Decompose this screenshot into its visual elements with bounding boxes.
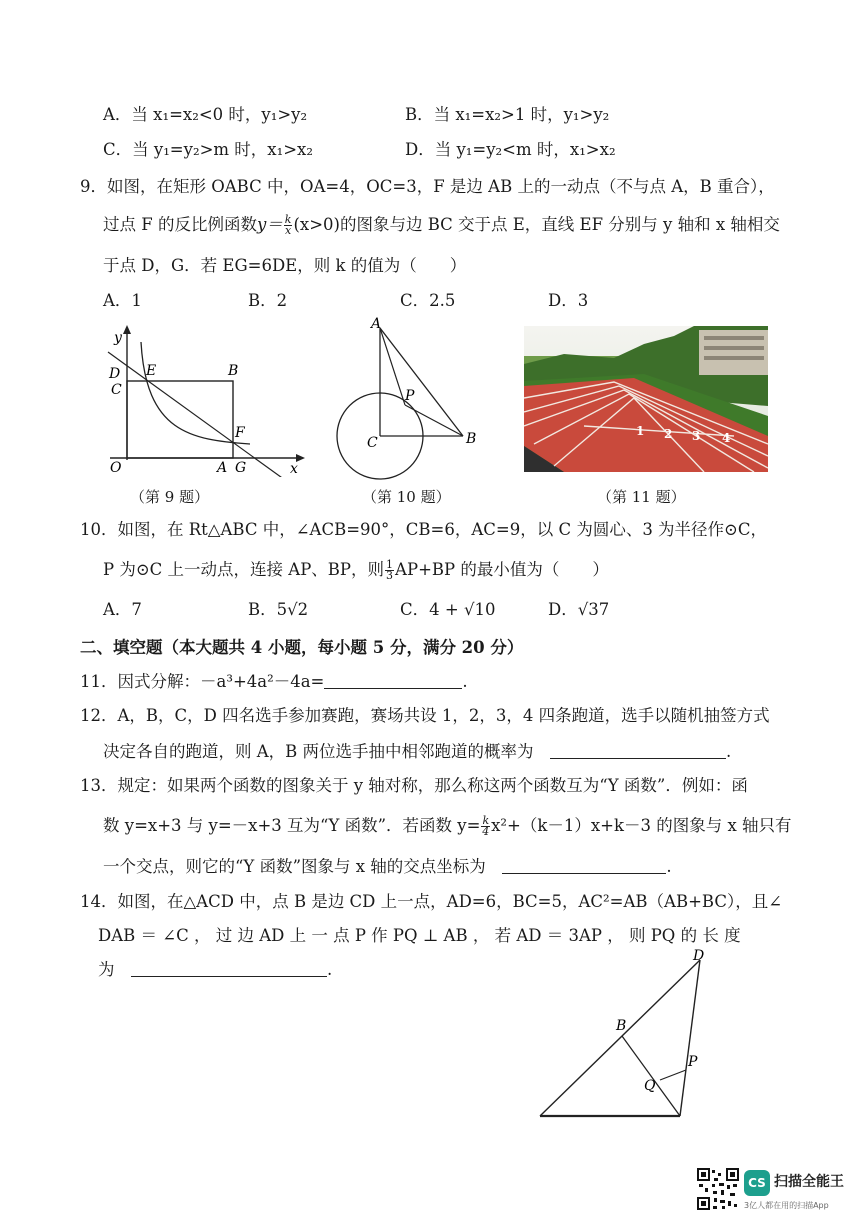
track-number-4: 4 xyxy=(722,431,731,445)
figure-11-photo xyxy=(524,326,768,472)
qr-code-icon xyxy=(697,1168,739,1210)
q14-line-2: DAB ＝ ∠C ， 过 边 AD 上 一 点 P 作 PQ ⊥ AB ， 若 AD ＝ 3AP ， 则 PQ 的 长 度 xyxy=(98,926,741,945)
fig14-label-d: D xyxy=(693,948,705,964)
q14-answer-blank[interactable] xyxy=(131,960,327,977)
q9-option-b: B．2 xyxy=(248,291,288,310)
q14-line-1: 14．如图，在△ACD 中，点 B 是边 CD 上一点，AD=6，BC=5，AC²=AB（AB+BC），且∠ xyxy=(80,892,783,911)
track-number-2: 2 xyxy=(664,427,673,441)
section-2-heading: 二、填空题（本大题共 4 小题，每小题 5 分，满分 20 分） xyxy=(80,638,524,657)
q12-line-2 xyxy=(103,742,731,762)
q8-option-b: B．当 x₁=x₂>1 时，y₁>y₂ xyxy=(405,105,610,124)
q13-answer-blank[interactable] xyxy=(502,857,666,874)
q10-fraction: $\frac{1}{3}$ xyxy=(386,558,394,582)
figure-14 xyxy=(530,948,730,1128)
camscanner-tagline: 3亿人都在用的扫描App xyxy=(744,1201,829,1210)
fig9-label-c: C xyxy=(111,382,122,398)
q9-formula: y＝ $\frac{k}{x}$ xyxy=(256,213,292,237)
q11-text: 11．因式分解：－a³+4a²－4a= xyxy=(80,672,325,691)
camscanner-logo-icon: CS xyxy=(744,1170,770,1196)
q13-fraction: $\frac{k}{4}$ xyxy=(482,814,490,838)
q13-period: . xyxy=(666,857,672,876)
q10-line-1: 10．如图，在 Rt△ABC 中，∠ACB=90°，CB=6，AC=9，以 C 为圆心、3 为半径作⊙C， xyxy=(80,520,768,539)
fig9-label-g: G xyxy=(235,460,247,476)
q11-answer-blank[interactable] xyxy=(324,672,462,689)
q10-line-2a: P 为⊙C 上一动点，连接 AP、BP，则 xyxy=(103,560,385,579)
q14-line-3 xyxy=(98,960,332,980)
q12-answer-blank[interactable] xyxy=(550,742,726,759)
fig10-caption: （第 10 题） xyxy=(362,488,451,506)
fig9-label-b: B xyxy=(228,363,239,379)
fig10-label-c: C xyxy=(367,435,378,451)
figure-10 xyxy=(330,312,490,482)
q9-option-a: A．1 xyxy=(103,291,142,310)
fig14-label-p: P xyxy=(688,1054,698,1070)
fig10-label-b: B xyxy=(466,431,477,447)
q9-line-2b: (x>0)的图象与边 BC 交于点 E，直线 EF 分别与 y 轴和 x 轴相交 xyxy=(293,215,780,234)
fig10-label-p: P xyxy=(405,388,415,404)
q10-option-d: D．√37 xyxy=(548,600,610,619)
q13-line-1: 13．规定：如果两个函数的图象关于 y 轴对称，那么称这两个函数互为“Y 函数”．例如：函 xyxy=(80,776,748,795)
q14-line-3-text: 为 xyxy=(98,960,115,979)
fig9-label-x: x xyxy=(290,461,298,477)
fig9-label-a: A xyxy=(217,460,228,476)
fig10-label-a: A xyxy=(371,316,382,332)
q13-line-3-text: 一个交点，则它的“Y 函数”图象与 x 轴的交点坐标为 xyxy=(103,857,486,876)
fig9-caption: （第 9 题） xyxy=(130,488,210,506)
q13-line-2 xyxy=(103,816,792,837)
fig14-label-b: B xyxy=(616,1018,627,1034)
fig9-label-e: E xyxy=(146,363,157,379)
q8-option-a: A．当 x₁=x₂<0 时，y₁>y₂ xyxy=(103,105,308,124)
q9-line-2 xyxy=(103,215,780,236)
q11-line xyxy=(80,672,468,692)
q9-line-1: 9．如图，在矩形 OABC 中，OA=4，OC=3，F 是边 AB 上的一动点（不与点 A，B 重合）， xyxy=(80,177,775,196)
q9-option-c: C．2.5 xyxy=(400,291,456,310)
q10-line-2b: AP+BP 的最小值为（ ） xyxy=(395,560,609,579)
figure-9 xyxy=(100,322,310,477)
q13-line-2b: x²+（k－1）x+k－3 的图象与 x 轴只有 xyxy=(491,816,792,835)
q11-period: . xyxy=(462,672,468,691)
q12-line-2-text: 决定各自的跑道，则 A，B 两位选手抽中相邻跑道的概率为 xyxy=(103,742,534,761)
camscanner-brand: 扫描全能王 xyxy=(774,1174,844,1190)
track-number-1: 1 xyxy=(636,424,645,438)
q9-line-3: 于点 D，G．若 EG=6DE，则 k 的值为（ ） xyxy=(103,256,467,275)
fig14-label-q: Q xyxy=(644,1078,656,1094)
q8-option-d: D．当 y₁=y₂<m 时，x₁>x₂ xyxy=(405,140,616,159)
fig9-label-o: O xyxy=(110,460,122,476)
q12-line-1: 12．A，B，C，D 四名选手参加赛跑，赛场共设 1，2，3，4 四条跑道，选手以随机抽签方式 xyxy=(80,706,770,725)
q10-line-2 xyxy=(103,560,609,581)
fig9-label-f: F xyxy=(235,425,245,441)
q10-option-b: B．5√2 xyxy=(248,600,309,619)
q8-option-c: C．当 y₁=y₂>m 时，x₁>x₂ xyxy=(103,140,313,159)
track-number-3: 3 xyxy=(692,429,701,443)
fig11-caption: （第 11 题） xyxy=(597,488,686,506)
fig9-label-y: y xyxy=(114,330,122,346)
q13-line-3 xyxy=(103,857,672,877)
q9-option-d: D．3 xyxy=(548,291,589,310)
q14-period: . xyxy=(327,960,333,979)
q12-period: . xyxy=(726,742,732,761)
q13-line-2a: 数 y=x+3 与 y=－x+3 互为“Y 函数”．若函数 y= xyxy=(103,816,481,835)
q9-line-2a: 过点 F 的反比例函数 xyxy=(103,215,257,234)
q10-option-c: C．4 + √10 xyxy=(400,600,496,619)
q10-option-a: A．7 xyxy=(103,600,142,619)
fig9-label-d: D xyxy=(109,366,121,382)
